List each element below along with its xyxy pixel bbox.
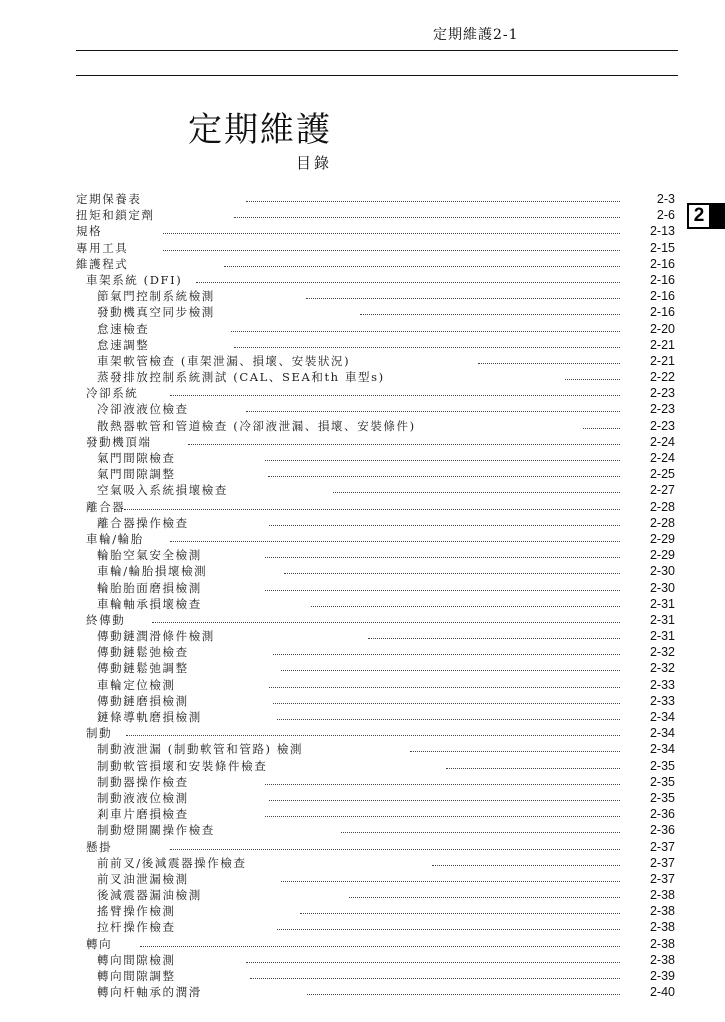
dot-leader	[565, 379, 620, 380]
toc-heading: 目錄	[296, 154, 333, 172]
toc-entry-page-number: 2-29	[649, 548, 675, 563]
toc-entry-title: 專用工具	[76, 240, 129, 255]
toc-entry-page-number: 2-30	[649, 564, 675, 579]
toc-entry-page-number: 2-28	[649, 515, 675, 530]
toc-entry[interactable]	[76, 450, 676, 466]
toc-entry[interactable]	[76, 628, 676, 644]
dot-leader	[306, 298, 620, 299]
toc-entry-title: 制動器操作檢查	[97, 774, 189, 789]
toc-entry[interactable]	[76, 385, 676, 401]
toc-entry-page-number: 2-16	[649, 256, 675, 271]
toc-entry-page-number: 2-27	[649, 483, 675, 498]
toc-entry-title: 規格	[76, 224, 103, 239]
toc-entry-title: 車架系統 (DFI)	[86, 272, 183, 287]
toc-entry-title: 散熱器軟管和管道檢查 (冷卻液泄漏、損壞、安裝條件)	[97, 418, 416, 433]
toc-entry-title: 輪胎空氣安全檢測	[97, 548, 202, 563]
toc-entry-page-number: 2-13	[649, 224, 675, 239]
toc-entry-title: 維護程式	[76, 256, 129, 271]
toc-entry-page-number: 2-38	[649, 952, 675, 967]
toc-entry[interactable]	[76, 903, 676, 919]
dot-leader	[273, 703, 620, 704]
dot-leader	[170, 849, 620, 850]
toc-entry[interactable]	[76, 547, 676, 563]
dot-leader	[163, 250, 620, 251]
toc-entry-page-number: 2-34	[649, 726, 675, 741]
toc-entry-title: 制動液泄漏 (制動軟管和管路) 檢測	[97, 742, 304, 757]
toc-entry-title: 制動	[86, 726, 113, 741]
toc-entry[interactable]	[76, 256, 676, 272]
toc-entry-page-number: 2-21	[649, 337, 675, 352]
toc-entry-page-number: 2-35	[649, 774, 675, 789]
toc-entry-title: 離合器操作檢查	[97, 515, 189, 530]
toc-entry[interactable]	[76, 304, 676, 320]
toc-entry-title: 離合器	[86, 499, 126, 514]
toc-entry[interactable]	[76, 207, 676, 223]
dot-leader	[277, 719, 620, 720]
toc-entry[interactable]	[76, 855, 676, 871]
dot-leader	[307, 994, 620, 995]
toc-entry-title: 傳動鏈鬆弛調整	[97, 661, 189, 676]
toc-entry[interactable]	[76, 434, 676, 450]
toc-entry[interactable]	[76, 952, 676, 968]
dot-leader	[224, 266, 620, 267]
chapter-tab	[687, 203, 725, 229]
dot-leader	[284, 573, 620, 574]
toc-entry[interactable]	[76, 871, 676, 887]
toc-entry[interactable]	[76, 677, 676, 693]
toc-entry-title: 節氣門控制系統檢測	[97, 289, 215, 304]
toc-entry-page-number: 2-36	[649, 823, 675, 838]
toc-entry[interactable]	[76, 790, 676, 806]
dot-leader	[265, 460, 620, 461]
toc-entry-page-number: 2-38	[649, 904, 675, 919]
toc-entry-page-number: 2-32	[649, 661, 675, 676]
toc-entry-page-number: 2-16	[649, 272, 675, 287]
toc-entry-page-number: 2-16	[649, 305, 675, 320]
toc-entry-page-number: 2-35	[649, 758, 675, 773]
toc-entry-title: 前叉油泄漏檢測	[97, 871, 189, 886]
toc-entry-page-number: 2-31	[649, 596, 675, 611]
toc-entry-title: 傳動鏈鬆弛檢查	[97, 645, 189, 660]
toc-entry-title: 車輪/輪胎	[86, 531, 144, 546]
dot-leader	[349, 897, 620, 898]
dot-leader	[432, 865, 620, 866]
toc-entry-title: 轉向間隙檢測	[97, 952, 176, 967]
dot-leader	[300, 913, 620, 914]
toc-entry-page-number: 2-36	[649, 807, 675, 822]
toc-entry-page-number: 2-33	[649, 677, 675, 692]
toc-entry[interactable]	[76, 774, 676, 790]
toc-entry-page-number: 2-25	[649, 467, 675, 482]
toc-entry-title: 車輪定位檢測	[97, 677, 176, 692]
toc-entry-page-number: 2-37	[649, 855, 675, 870]
toc-entry-title: 怠速檢查	[97, 321, 150, 336]
toc-entry[interactable]	[76, 758, 676, 774]
toc-entry-title: 氣門間隙調整	[97, 467, 176, 482]
toc-entry[interactable]	[76, 822, 676, 838]
dot-leader	[246, 962, 620, 963]
toc-entry-page-number: 2-35	[649, 790, 675, 805]
toc-entry-title: 輪胎胎面磨損檢測	[97, 580, 202, 595]
toc-entry-title: 氣門間隙檢查	[97, 451, 176, 465]
dot-leader	[273, 654, 620, 655]
dot-leader	[250, 978, 620, 979]
toc-entry-page-number: 2-37	[649, 839, 675, 854]
toc-entry[interactable]	[76, 839, 676, 855]
toc-entry-page-number: 2-32	[649, 645, 675, 660]
toc-entry[interactable]	[76, 741, 676, 757]
toc-entry-title: 制動液液位檢測	[97, 790, 189, 805]
chapter-tab-number: 2	[688, 204, 710, 228]
header-rule-bottom	[76, 75, 678, 76]
toc-entry-title: 拉杆操作檢查	[97, 920, 176, 935]
toc-entry-page-number: 2-38	[649, 920, 675, 935]
toc-entry[interactable]	[76, 288, 676, 304]
toc-entry[interactable]	[76, 337, 676, 353]
toc-entry-page-number: 2-21	[649, 353, 675, 368]
dot-leader	[583, 428, 620, 429]
dot-leader	[311, 606, 620, 607]
dot-leader	[124, 509, 620, 510]
dot-leader	[140, 946, 620, 947]
toc-entry[interactable]	[76, 321, 676, 337]
toc-entry-page-number: 2-6	[656, 208, 675, 223]
toc-entry-title: 搖臂操作檢測	[97, 904, 176, 919]
toc-entry-title: 冷卻系統	[86, 386, 139, 401]
dot-leader	[410, 751, 620, 752]
toc-entry-title: 懸掛	[86, 839, 113, 854]
dot-leader	[126, 735, 620, 736]
dot-leader	[333, 492, 620, 493]
dot-leader	[231, 331, 620, 332]
toc-entry[interactable]	[76, 596, 676, 612]
toc-entry[interactable]	[76, 968, 676, 984]
dot-leader	[170, 541, 620, 542]
dot-leader	[246, 201, 620, 202]
toc-entry[interactable]	[76, 660, 676, 676]
toc-entry-title: 冷卻液液位檢查	[97, 402, 189, 417]
toc-entry-page-number: 2-23	[649, 418, 675, 433]
toc-entry-page-number: 2-24	[649, 434, 675, 449]
toc-entry-page-number: 2-3	[656, 192, 675, 206]
toc-entry-title: 剎車片磨損檢查	[97, 807, 189, 822]
toc-entry[interactable]	[76, 418, 676, 434]
dot-leader	[269, 800, 620, 801]
toc-entry-page-number: 2-16	[649, 289, 675, 304]
dot-leader	[277, 929, 620, 930]
toc-entry-title: 制動軟管損壞和安裝條件檢查	[97, 758, 268, 773]
toc-entry[interactable]	[76, 353, 676, 369]
dot-leader	[234, 217, 620, 218]
chapter-title: 定期維護	[188, 110, 332, 150]
dot-leader	[360, 314, 620, 315]
toc-entry-page-number: 2-29	[649, 531, 675, 546]
toc-entry-page-number: 2-23	[649, 402, 675, 417]
toc-entry-title: 傳動鏈潤滑條件檢測	[97, 629, 215, 644]
toc-entry-page-number: 2-31	[649, 629, 675, 644]
toc-entry-title: 定期保養表	[76, 192, 142, 206]
toc-entry-title: 空氣吸入系統損壞檢查	[97, 483, 228, 498]
toc-entry-title: 制動燈開關操作檢查	[97, 823, 215, 838]
dot-leader	[234, 347, 620, 348]
toc-entry-title: 終傳動	[86, 612, 126, 627]
toc-entry[interactable]	[76, 499, 676, 515]
toc-entry-page-number: 2-38	[649, 936, 675, 951]
toc-entry-title: 後減震器漏油檢測	[97, 888, 202, 903]
dot-leader	[265, 590, 620, 591]
dot-leader	[269, 687, 620, 688]
header-rule-top	[76, 50, 678, 51]
dot-leader	[265, 784, 620, 785]
toc-entry-page-number: 2-24	[649, 451, 675, 465]
table-of-contents	[76, 191, 676, 1000]
toc-entry-title: 轉向杆軸承的潤滑	[97, 985, 202, 1000]
dot-leader	[341, 832, 620, 833]
toc-entry-page-number: 2-28	[649, 499, 675, 514]
toc-entry-title: 傳動鏈磨損檢測	[97, 693, 189, 708]
toc-entry[interactable]	[76, 369, 676, 385]
toc-entry-title: 發動機真空同步檢測	[97, 305, 215, 320]
toc-entry-title: 怠速調整	[97, 337, 150, 352]
toc-entry-page-number: 2-30	[649, 580, 675, 595]
toc-entry-page-number: 2-40	[649, 985, 675, 1000]
toc-entry[interactable]	[76, 725, 676, 741]
toc-entry-page-number: 2-33	[649, 693, 675, 708]
toc-entry-page-number: 2-39	[649, 969, 675, 983]
toc-entry[interactable]	[76, 580, 676, 596]
dot-leader	[265, 816, 620, 817]
toc-entry[interactable]	[76, 919, 676, 935]
dot-leader	[246, 411, 620, 412]
toc-entry[interactable]	[76, 401, 676, 417]
toc-entry[interactable]	[76, 466, 676, 482]
dot-leader	[170, 395, 620, 396]
toc-entry[interactable]	[76, 223, 676, 239]
toc-entry[interactable]	[76, 191, 676, 207]
toc-entry-page-number: 2-23	[649, 386, 675, 401]
toc-entry[interactable]	[76, 531, 676, 547]
toc-entry-title: 蒸發排放控制系統測試 (CAL、SEA和th 車型s)	[97, 370, 385, 385]
toc-entry-page-number: 2-34	[649, 742, 675, 757]
toc-entry-title: 車架軟管檢查 (車架泄漏、損壞、安裝狀況)	[97, 353, 351, 368]
toc-entry[interactable]	[76, 240, 676, 256]
toc-entry-title: 發動機頂端	[86, 434, 152, 449]
dot-leader	[152, 622, 620, 623]
toc-entry-title: 車輪/輪胎損壞檢測	[97, 564, 208, 579]
toc-entry-page-number: 2-22	[649, 370, 675, 385]
toc-entry-title: 轉向	[86, 936, 113, 951]
toc-entry[interactable]	[76, 806, 676, 822]
toc-entry[interactable]	[76, 644, 676, 660]
toc-entry[interactable]	[76, 563, 676, 579]
toc-entry-page-number: 2-15	[649, 240, 675, 255]
running-header: 定期維護2-1	[433, 27, 519, 43]
toc-entry[interactable]	[76, 709, 676, 725]
toc-entry-title: 車輪軸承損壞檢查	[97, 596, 202, 611]
toc-entry[interactable]	[76, 984, 676, 1000]
dot-leader	[446, 768, 620, 769]
toc-entry-page-number: 2-31	[649, 612, 675, 627]
toc-entry[interactable]	[76, 936, 676, 952]
toc-entry[interactable]	[76, 693, 676, 709]
toc-entry[interactable]	[76, 482, 676, 498]
toc-entry[interactable]	[76, 515, 676, 531]
toc-entry-page-number: 2-37	[649, 871, 675, 886]
dot-leader	[281, 670, 620, 671]
dot-leader	[368, 638, 620, 639]
toc-entry-title: 轉向間隙調整	[97, 969, 176, 983]
toc-entry[interactable]	[76, 272, 676, 288]
toc-entry-page-number: 2-38	[649, 888, 675, 903]
toc-entry-title: 扭矩和鎖定劑	[76, 208, 155, 223]
toc-entry-title: 鏈條導軌磨損檢測	[97, 710, 202, 724]
toc-entry[interactable]	[76, 887, 676, 903]
toc-entry-page-number: 2-20	[649, 321, 675, 336]
dot-leader	[163, 233, 620, 234]
dot-leader	[478, 363, 620, 364]
dot-leader	[281, 881, 620, 882]
dot-leader	[265, 557, 620, 558]
dot-leader	[188, 444, 620, 445]
dot-leader	[269, 525, 620, 526]
toc-entry[interactable]	[76, 612, 676, 628]
dot-leader	[268, 476, 620, 477]
toc-entry-page-number: 2-34	[649, 710, 675, 724]
toc-entry-title: 前前叉/後減震器操作檢查	[97, 855, 247, 870]
dot-leader	[196, 282, 620, 283]
